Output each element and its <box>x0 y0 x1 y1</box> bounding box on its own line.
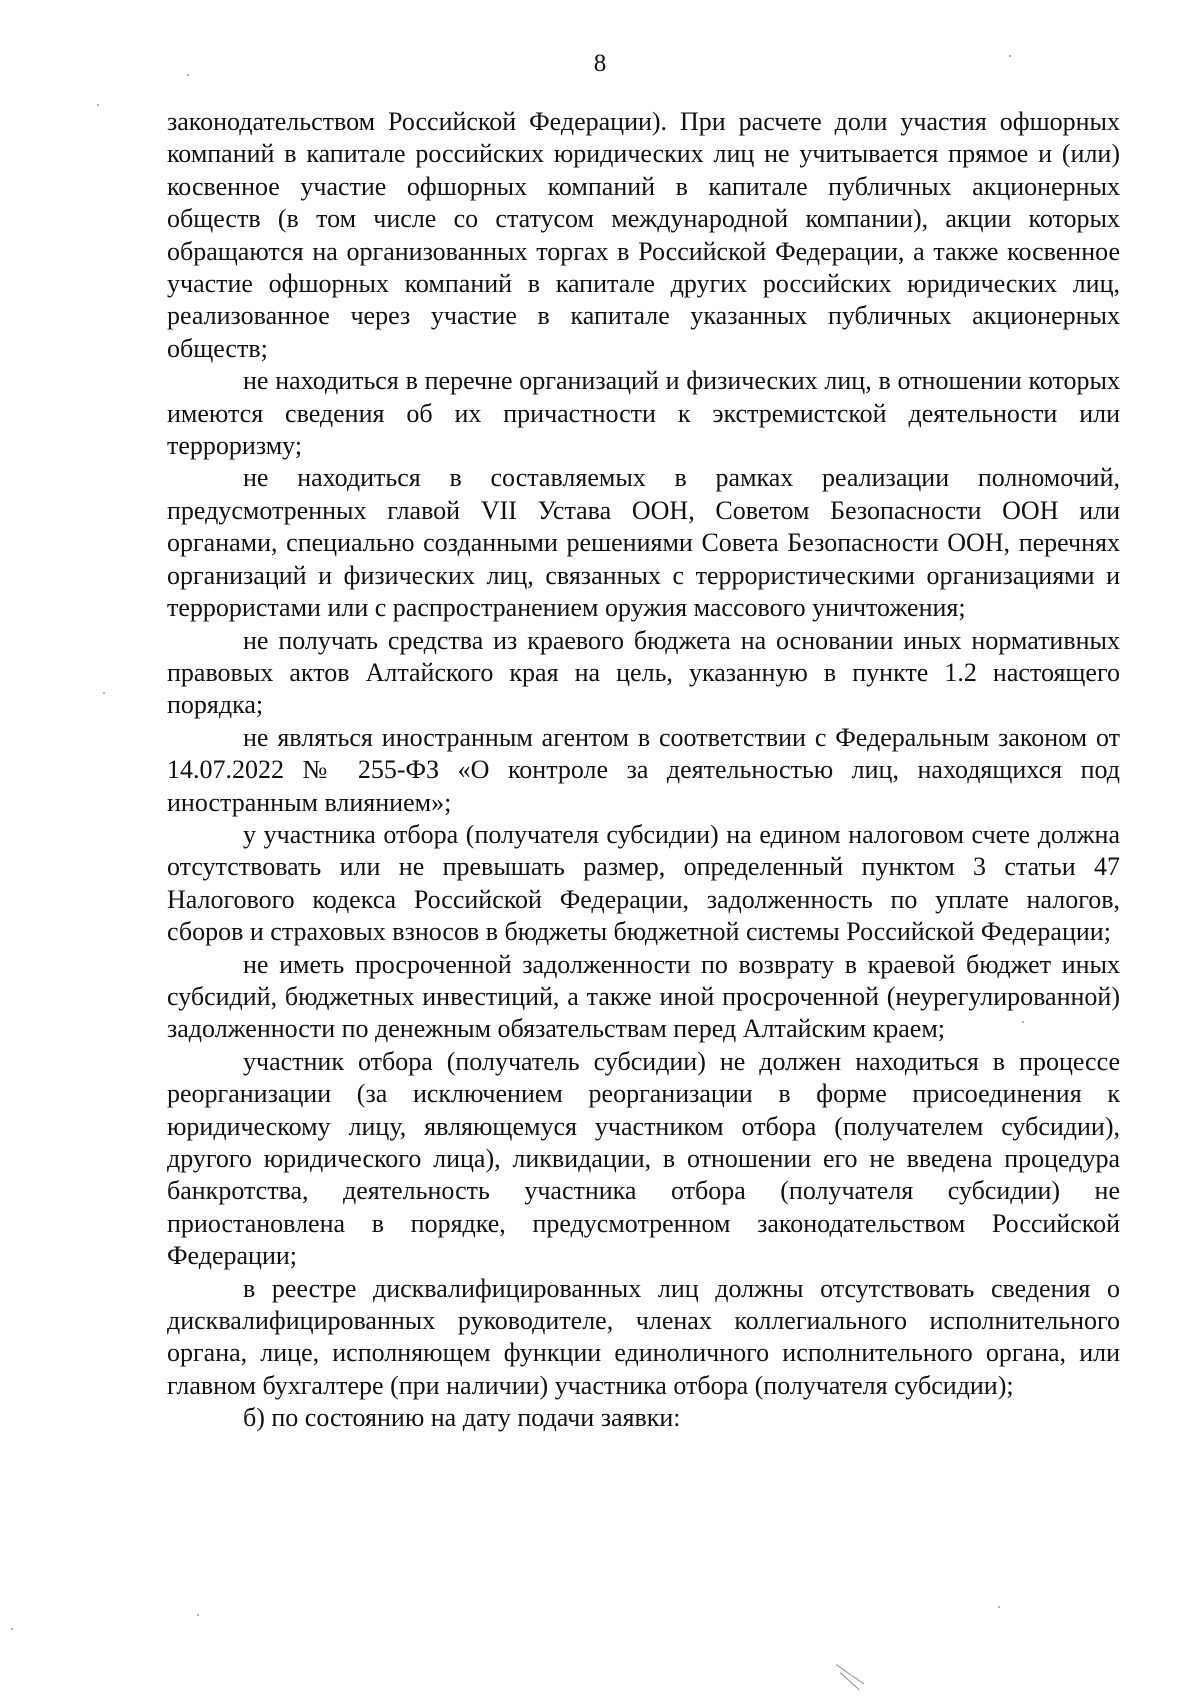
scan-speck <box>998 1606 1000 1608</box>
scan-speck <box>97 104 99 106</box>
paragraph-reorganization: участник отбора (получатель субсидии) не должен находиться в процессе реорганизации (за исключением реорганизации в форме присоединения к юридическому лицу, являющемуся участником отбора (получателем субсидии), другого юридического лица), ликвидации, в отношении его не введена процедура банкротства, деятельность участника отбора (получателя субсидии) не приостановлена в порядке, предусмотренном законодательством Российской Федерации; <box>167 1046 1120 1271</box>
paragraph-un-sanctions-list: не находиться в составляемых в рамках реализации полномочий, предусмотренных главой VII Устава ООН, Советом Безопасности ООН или органами, специально созданными решениями Совета Безопасности ООН, перечнях организаций и физических лиц, связанных с террористическими организациями и террористами или с распространением оружия массового уничтожения; <box>167 463 1120 623</box>
scan-speck <box>187 74 189 76</box>
scan-speck <box>1022 1021 1024 1023</box>
scan-speck <box>11 1628 13 1630</box>
scan-speck <box>197 1614 199 1616</box>
page-number: 8 <box>593 50 607 77</box>
document-body <box>167 106 1120 1435</box>
scan-speck <box>103 692 105 694</box>
paragraph-application-date: б) по состоянию на дату подачи заявки: <box>243 1403 681 1433</box>
paragraph-extremism-list: не находиться в перечне организаций и физических лиц, в отношении которых имеются сведения об их причастности к экстремистской деятельности или терроризму; <box>167 366 1120 461</box>
paragraph-tax-debt: у участника отбора (получателя субсидии) на едином налоговом счете должна отсутствовать или не превышать размер, определенный пунктом 3 статьи 47 Налогового кодекса Российской Федерации, задолженность по уплате налогов, сборов и страховых взносов в бюджеты бюджетной системы Российской Федерации; <box>167 819 1120 947</box>
paragraph-foreign-agent: не являться иностранным агентом в соответствии с Федеральным законом от 14.07.2022 № 255-ФЗ «О контроле за деятельностью лиц, находящихся под иностранным влиянием»; <box>167 722 1120 817</box>
paragraph-no-other-funds: не получать средства из краевого бюджета на основании иных нормативных правовых актов Алтайского края на цель, указанную в пункте 1.2 настоящего порядка; <box>167 625 1120 720</box>
scan-speck <box>1009 55 1011 57</box>
paragraph-disqualified-persons: в реестре дисквалифицированных лиц должны отсутствовать сведения о дисквалифицированных руководителе, членах коллегиального исполнительного органа, лице, исполняющем функции единоличного исполнительного органа, или главном бухгалтере (при наличии) участника отбора (получателя субсидии); <box>167 1273 1120 1400</box>
paragraph-overdue-debt: не иметь просроченной задолженности по возврату в краевой бюджет иных субсидий, бюджетных инвестиций, а также иной просроченной (неурегулированной) задолженности по денежным обязательствам перед Алтайским краем; <box>167 949 1120 1044</box>
paragraph-continuation: законодательством Российской Федерации). При расчете доли участия офшорных компаний в капитале российских юридических лиц не учитывается прямое и (или) косвенное участие офшорных компаний в капитале публичных акционерных обществ (в том числе со статусом международной компании), акции которых обращаются на организованных торгах в Российской Федерации, а также косвенное участие офшорных компаний в капитале других российских юридических лиц, реализованное через участие в капитале указанных публичных акционерных обществ; <box>167 107 1120 363</box>
